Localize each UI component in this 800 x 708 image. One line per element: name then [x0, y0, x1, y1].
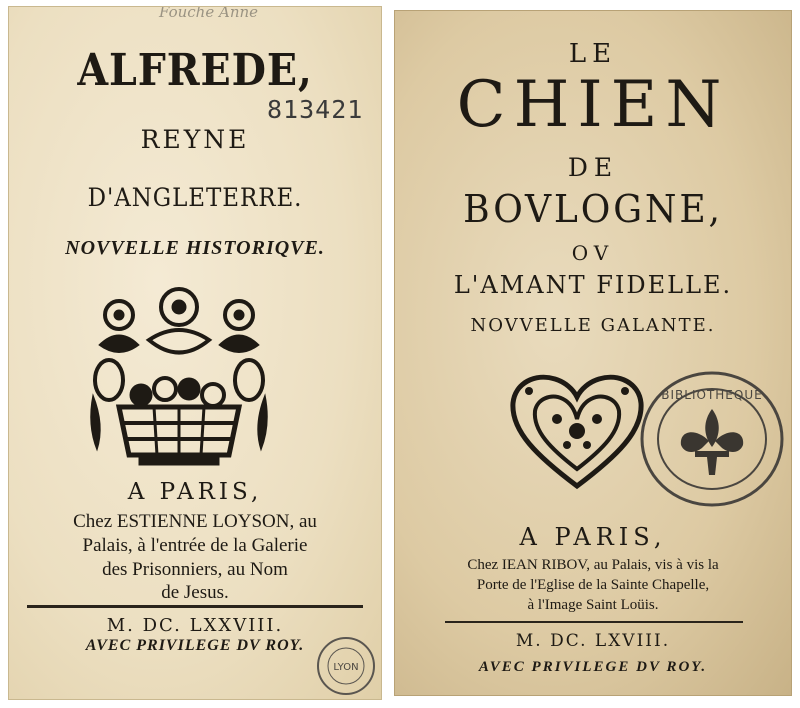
- title-line-amant-fidelle: L'AMANT FIDELLE.: [453, 271, 733, 299]
- svg-text:BIBLIOTHEQUE: BIBLIOTHEQUE: [661, 388, 763, 402]
- book-title: CHIEN: [456, 68, 730, 142]
- divider-rule: [27, 605, 363, 608]
- privilege-line: AVEC PRIVILEGE DV ROY.: [85, 637, 305, 654]
- book-title: ALFREDE,: [77, 45, 313, 96]
- title-line-de: DE: [567, 153, 619, 182]
- title-line-le: LE: [568, 39, 618, 69]
- library-stamp-lyon-icon: [315, 635, 377, 697]
- flower-basket-ornament-icon: [79, 285, 279, 467]
- divider-rule: [445, 621, 743, 623]
- imprint-line-2: Porte de l'Eglise de la Sainte Chapelle,: [476, 577, 710, 593]
- subtitle: NOVVELLE GALANTE.: [470, 315, 716, 336]
- subtitle: NOVVELLE HISTORIQVE.: [65, 237, 325, 259]
- publication-date: M. DC. LXVIII.: [515, 631, 671, 651]
- title-page-alfrede: [8, 6, 382, 700]
- title-line-reyne: REYNE: [140, 125, 250, 154]
- imprint-line-1: Chez IEAN RIBOV, au Palais, vis à vis la: [467, 557, 719, 573]
- svg-text:LYON: LYON: [333, 662, 359, 673]
- place-of-publication: A PARIS,: [127, 479, 263, 505]
- privilege-line: AVEC PRIVILEGE DV ROY.: [478, 659, 708, 675]
- title-page-chien-de-boulogne: [394, 10, 792, 696]
- imprint-line-1: Chez ESTIENNE LOYSON, au: [73, 511, 317, 532]
- title-line-angleterre: D'ANGLETERRE.: [87, 183, 303, 212]
- imprint-line-3: des Prisonniers, au Nom: [102, 559, 288, 580]
- place-of-publication: A PARIS,: [519, 523, 667, 551]
- title-line-boulogne: BOVLOGNE,: [463, 187, 723, 231]
- library-stamp-fleur-de-lis-icon: [637, 369, 787, 509]
- imprint-line-2: Palais, à l'entrée de la Galerie: [82, 535, 308, 556]
- handwritten-note: Fouche Anne: [159, 6, 259, 21]
- heart-ornament-icon: [507, 371, 647, 491]
- shelfmark-number: 813421: [267, 95, 364, 124]
- title-line-ou: OV: [571, 241, 615, 265]
- imprint-line-4: de Jesus.: [161, 582, 229, 603]
- publication-date: M. DC. LXXVIII.: [106, 615, 284, 636]
- imprint-line-3: à l'Image Saint Loüis.: [527, 597, 659, 613]
